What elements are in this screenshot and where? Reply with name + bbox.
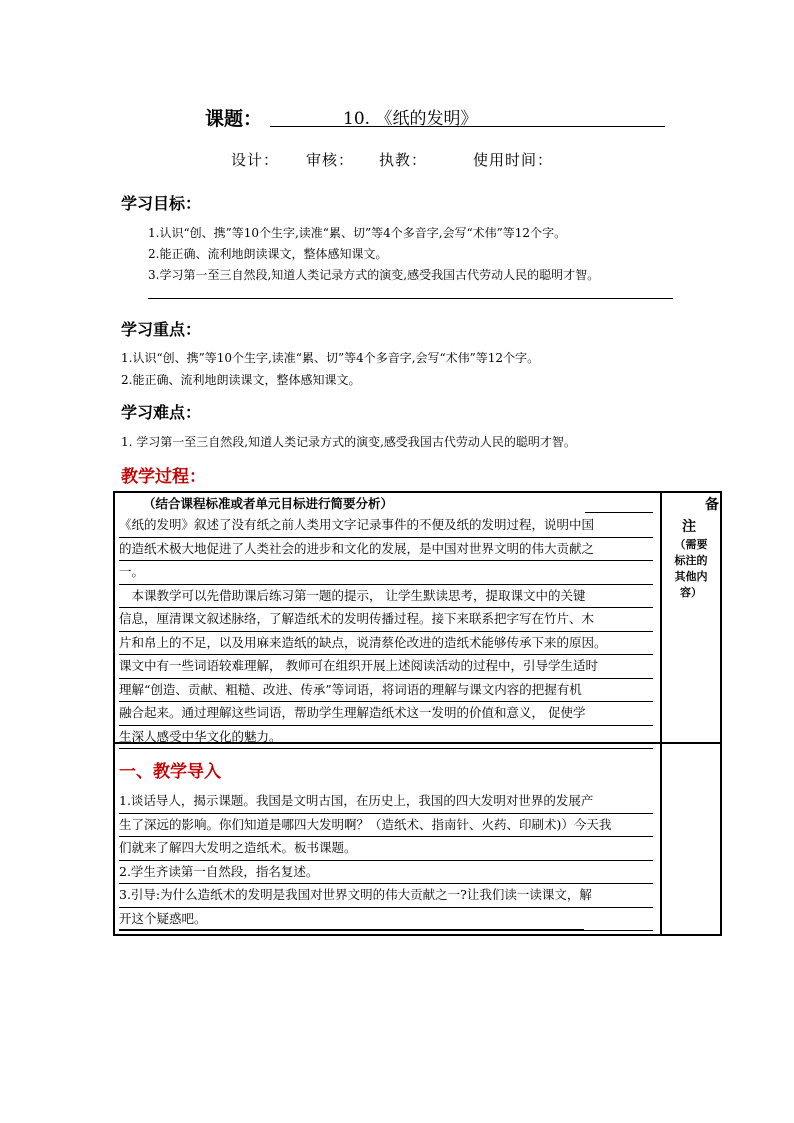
intro-bottom-rule bbox=[119, 929, 584, 930]
intro-line: 们就来了解四大发明之造纸术。板书课题。 bbox=[119, 837, 653, 861]
note-line: 容） bbox=[680, 586, 702, 599]
intro-line: 3.引导:为什么造纸术的发明是我国对世界文明的伟大贡献之一?让我们读一读课文，解 bbox=[119, 884, 653, 908]
table-column-divider bbox=[660, 491, 662, 934]
intro-line: 开这个疑惑吧。 bbox=[119, 908, 653, 932]
goal-item: 2.能正确、流利地朗读课文，整体感知课文。 bbox=[148, 247, 388, 261]
title-label: 课题： bbox=[205, 108, 263, 130]
use-time-label: 使用时间： bbox=[473, 151, 554, 169]
analysis-heading: （结合课程标准或者单元目标进行简要分析） bbox=[143, 496, 394, 511]
analysis-body bbox=[119, 514, 653, 749]
intro-heading: 一、教学导入 bbox=[119, 762, 221, 782]
analysis-line: 理解“创造、贡献、粗糙、改进、传承”等词语，将词语的理解与课文内容的把握有机 bbox=[119, 679, 653, 703]
key-point-item: 1.认识“创、携”等10个生字,读准“累、切”等4个多音字,会写“术伟”等12个字。 bbox=[121, 351, 540, 365]
note-line: （需要 bbox=[674, 538, 708, 551]
teach-label: 执教： bbox=[379, 151, 428, 169]
note-title-1: 备 bbox=[705, 497, 719, 513]
difficulty-item: 1. 学习第一至三自然段,知道人类记录方式的演变,感受我国古代劳动人民的聪明才智。 bbox=[121, 435, 576, 449]
analysis-line: 一。 bbox=[119, 561, 653, 585]
note-line: 标注的 bbox=[674, 554, 708, 567]
design-label: 设计： bbox=[231, 151, 280, 169]
key-point-item: 2.能正确、流利地朗读课文，整体感知课文。 bbox=[121, 373, 361, 387]
goal-item: 3.学习第一至三自然段,知道人类记录方式的演变,感受我国古代劳动人民的聪明才智。 bbox=[148, 268, 600, 282]
intro-body bbox=[119, 790, 653, 931]
difficulties-heading: 学习难点： bbox=[121, 403, 202, 422]
note-description bbox=[664, 537, 718, 601]
goals-heading: 学习目标： bbox=[121, 194, 202, 213]
lesson-title: 10. 《纸的发明》 bbox=[343, 109, 478, 129]
goal-item: 1.认识“创、携”等10个生字,读准“累、切”等4个多音字,会写“术伟”等12个字。 bbox=[148, 226, 567, 240]
review-label: 审核： bbox=[306, 151, 355, 169]
analysis-line: 课文中有一些词语较难理解， 教师可在组织开展上述阅读活动的过程中，引导学生适时 bbox=[119, 655, 653, 679]
analysis-line: 生深人感受中华文化的魅力。 bbox=[119, 726, 653, 750]
process-heading: 教学过程： bbox=[121, 467, 206, 487]
goals-rule bbox=[148, 298, 673, 299]
analysis-line: 片和帛上的不足，以及用麻来造纸的缺点，说清蔡伦改进的造纸术能够传承下来的原因。 bbox=[119, 632, 653, 656]
analysis-line: 本课教学可以先借助课后练习第一题的提示， 让学生默读思考，提取课文中的关键 bbox=[119, 585, 653, 609]
analysis-line: 信息，厘清课文叙述脉络，了解造纸术的发明传播过程。接下来联系把字写在竹片、木 bbox=[119, 608, 653, 632]
analysis-line: 的造纸术极大地促进了人类社会的进步和文化的发展，是中国对世界文明的伟大贡献之 bbox=[119, 538, 653, 562]
intro-line: 2.学生齐读第一自然段，指名复述。 bbox=[119, 861, 653, 885]
note-line: 其他内 bbox=[674, 570, 708, 583]
key-points-heading: 学习重点： bbox=[121, 320, 202, 339]
intro-line: 生了深远的影响。你们知道是哪四大发明啊？（造纸术、指南针、火药、印刷术)）今天我 bbox=[119, 814, 653, 838]
analysis-heading-rule bbox=[585, 512, 653, 513]
analysis-line: 融合起来。通过理解这些词语，帮助学生理解造纸术这一发明的价值和意义， 促使学 bbox=[119, 702, 653, 726]
analysis-line: 《纸的发明》叙述了没有纸之前人类用文字记录事件的不便及纸的发明过程，说明中国 bbox=[119, 514, 653, 538]
intro-line: 1.谈话导人，揭示课题。我国是文明古国，在历史上，我国的四大发明对世界的发展产 bbox=[119, 790, 653, 814]
note-title-2: 注 bbox=[682, 519, 696, 535]
